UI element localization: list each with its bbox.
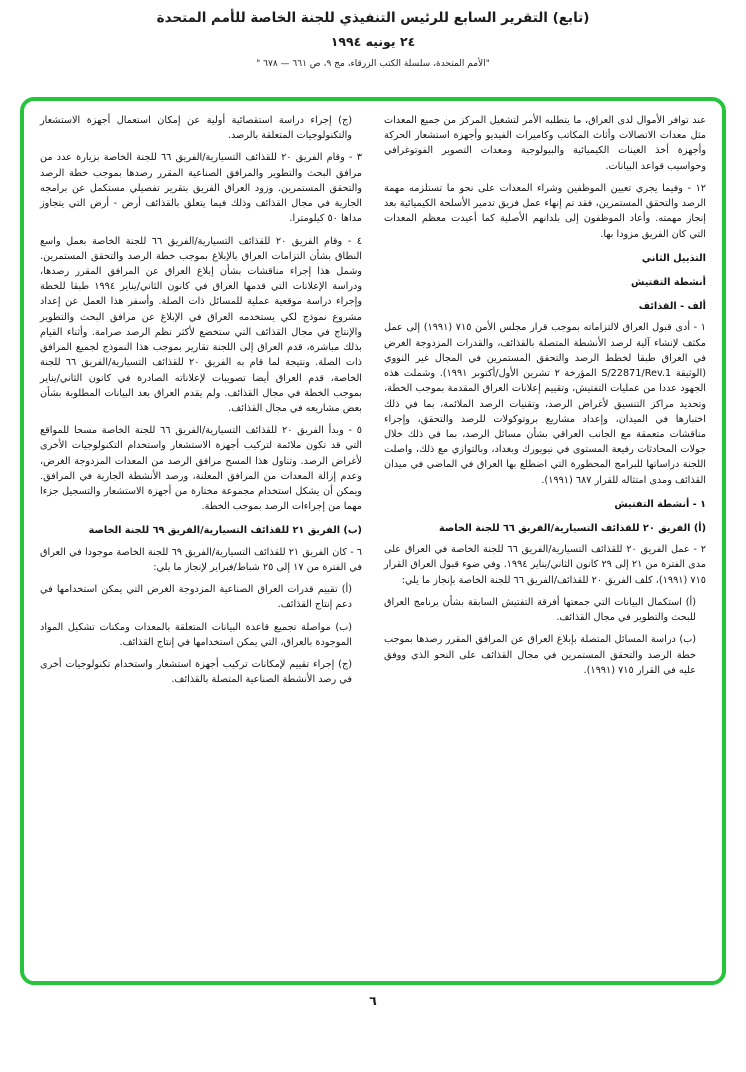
list-item: (ب) دراسة المسائل المتصلة بإبلاغ العراق عن المرافق المقرر رصدها بموجب خطة الرصد والتحقق المستمرين في مجال القذائف على النحو الذي ووفق عليه في القرار ٧١٥ (١٩٩١).: [384, 634, 696, 676]
list-item: (أ) استكمال البيانات التي جمعتها أفرقة التفتيش السابقة بشأن برنامج العراق للبحث والتطوير في مجال القذائف.: [384, 596, 696, 624]
section-heading: (ب) الفريق ٢١ للقذائف التسيارية/الفريق ٦٩ للجنة الخاصة: [88, 525, 362, 537]
document-header: [0, 0, 746, 69]
paragraph: ١٢ - وفيما يجري تعيين الموظفين وشراء المعدات على نحو ما تستلزمه مهمة الرصد والتحقق المستمرين، فقد تم إنهاء عمل فريق تدمير الأسلحة الكيميائية بعد إنجاز مهمته. وأعاد الموظفون إلى بلدانهم الأصلية كما أعيدت معظم المعدات التي كان الفريق مزودا بها.: [384, 182, 706, 240]
list-item: (ب) مواصلة تجميع قاعدة البيانات المتعلقة بالمعدات ومكنات تشكيل المواد الموجودة بالعراق، التي يمكن استخدامها في إنتاج القذائف.: [40, 621, 352, 648]
section-heading: أنشطة التفتيش: [631, 276, 706, 288]
paragraph: ٢ - عمل الفريق ٢٠ للقذائف التسيارية/الفريق ٦٦ للجنة الخاصة في العراق على مدى الفترة من ٢١ إلى ٢٩ كانون الثاني/يناير ١٩٩٤. وفي ضوء قبول العراق القرار ٧١٥ (١٩٩١)، كلف الفريق ٢٠ للقذائف/الفريق ٦٦ للجنة الخاصة بإنجاز ما يلي:: [384, 544, 706, 586]
page-number: ٦: [369, 993, 377, 1008]
section-heading: ألف - القذائف: [638, 301, 706, 313]
paragraph: ٦ - كان الفريق ٢١ للقذائف التسيارية/الفريق ٦٩ للجنة الخاصة موجودا في العراق في الفترة من ١٧ إلى ٢٥ شباط/فبراير لإنجاز ما يلي:: [40, 546, 362, 573]
section-heading: التذييل الثاني: [641, 252, 706, 264]
paragraph: عند توافر الأموال لدى العراق، ما يتطلبه الأمر لتشغيل المركز من جميع المعدات مثل معدات الاتصالات وأثاث المكاتب وكاميرات الفيديو وأجهزة استشعار الحركة وأجهزة أخذ العينات الكيميائية والبيولوجية ومعدات التصوير الفوتوغرافي وحواسيب قواعد البيانات.: [384, 115, 706, 172]
paragraph: ٥ - وبدأ الفريق ٢٠ للقذائف التسيارية/الفريق ٦٦ للجنة الخاصة مسحا للمواقع التي قد تكون ملائمة لتركيب أجهزة الاستشعار واستخدام التكنولوجيات الأخرى لأغراض الرصد. وتناول هذا المسح مرافق الرصد من المعدات المزدوجة الغرض، وعدم إزالة المعدات من المرافق المعلنة، ورصد الأنشطة الجارية في المرافق. ويمكن أن يشكل استخدام مجموعة مختارة من أجهزة الاستشعار والتسجيل جزءا مهما من إجراءات الرصد بموجب الخطة.: [40, 425, 362, 513]
column-left: [40, 113, 362, 971]
document-source-citation: "الأمم المتحدة، سلسلة الكتب الزرقاء، مج ٩، ص ٦٦١ — ٦٧٨ ": [256, 59, 490, 69]
paragraph: ٣ - وقام الفريق ٢٠ للقذائف التسيارية/الفريق ٦٦ للجنة الخاصة بزيارة عدد من مرافق البحث والتطوير والمرافق الصناعية المقرر رصدها بموجب خطة الرصد والتحقق المستمرين. وزود العراق الفريق بتقرير تفصيلي مستكمل عن برامجه الجارية في مجال القذائف وذلك فيما يتعلق بالقذائف أرض - أرض التي يتجاوز مداها ٥٠ كيلومترا.: [40, 152, 362, 225]
list-item: (أ) تقييم قدرات العراق الصناعية المزدوجة الغرض التي يمكن استخدامها في دعم إنتاج القذائف.: [40, 584, 352, 611]
document-date: ٢٤ يونيه ١٩٩٤: [330, 34, 416, 49]
two-column-layout: [40, 113, 706, 971]
content-border: [20, 97, 726, 985]
list-item: (ج) إجراء دراسة استقصائية أولية عن إمكان استعمال أجهزة الاستشعار والتكنولوجيات المتعلقة بالرصد.: [40, 115, 352, 142]
paragraph: ٤ - وقام الفريق ٢٠ للقذائف التسيارية/الفريق ٦٦ للجنة الخاصة بعمل واسع النطاق بشأن التزامات العراق بالإبلاغ بموجب خطة الرصد والتحقق المستمرين. وشمل هذا إجراء مناقشات بشأن إبلاغ العراق عن المرافق المقرر رصدها، ودراسة الإعلانات التي قدمها العراق في كانون الثاني/يناير ١٩٩٤ طبقا للخطة وإجراء دراسة موقعية عملية للمسائل ذات الصلة. وأسفر هذا العمل عن إعداد مشروع نموذج لكي يستخدمه العراق في الإبلاغ عن مرافق البحث والتطوير والإنتاج في مجال القذائف التي ستخضع لأكثر نظم الرصد صرامة. وأثناء القيام بذلك مباشرة، قدم العراق إلى اللجنة تقارير بموجب هذا النموذج لجميع المرافق ذات الصلة. ونتيجة لما قام به الفريق ٢٠ للقذائف التسيارية/الفريق ٦٦ للجنة الخاصة، قدم العراق أيضا تصويبات لإعلاناته الصادرة في كانون الثاني/يناير بموجب الخطة في مجال القذائف. ولم يقدم العراق بعد البيانات المطلوبة بشأن بعض مشاريعه في مجال القذائف.: [40, 235, 363, 414]
list-item: (ج) إجراء تقييم لإمكانات تركيب أجهزة استشعار واستخدام تكنولوجيات أخرى في رصد الأنشطة الصناعية المتصلة بالقذائف.: [40, 659, 352, 686]
paragraph: ١ - أدى قبول العراق لالتزاماته بموجب قرار مجلس الأمن ٧١٥ (١٩٩١) إلى عمل مكثف لإنشاء آلية لرصد الأنشطة المتصلة بالقذائف، والقدرات المزدوجة الغرض في العراق طبقا لخطط الرصد والتحقق المستمرين في المجال غير النووي (الوثيقة S/22871/Rev.1 المؤرخة ٢ تشرين الأول/أكتوبر ١٩٩١). وشملت هذه الجهود عددا من عمليات التفتيش، وتقييم إعلانات العراق المقدمة بموجب الخطة، وتحديد مراكز التنسيق لأغراض الرصد، وتقنيات الرصد الملائمة، بما في ذلك اختبارها في الميدان، وإعداد مشاريع بروتوكولات للرصد والتحقق، وإجراء مناقشات متعمقة مع الجانب العراقي بشأن مسائل الرصد، بما في ذلك خلال جولات المحادثات رفيعة المستوى في نيويورك وبغداد، وبالتوازي مع ذلك، واصلت اللجنة دراساتها للبرامج المحظورة التي اضطلع بها العراق في الماضي في ميدان القذائف ومدى امتثاله للقرار ٦٨٧ (١٩٩١).: [384, 322, 707, 486]
column-right: [384, 113, 706, 971]
document-title: (تابع) التقرير السابع للرئيس التنفيذي للجنة الخاصة للأمم المتحدة: [156, 10, 590, 26]
section-heading: ١ - أنشطة التفتيش: [614, 498, 706, 510]
section-heading: (أ) الفريق ٢٠ للقذائف التسيارية/الفريق ٦٦ للجنة الخاصة: [439, 523, 706, 535]
